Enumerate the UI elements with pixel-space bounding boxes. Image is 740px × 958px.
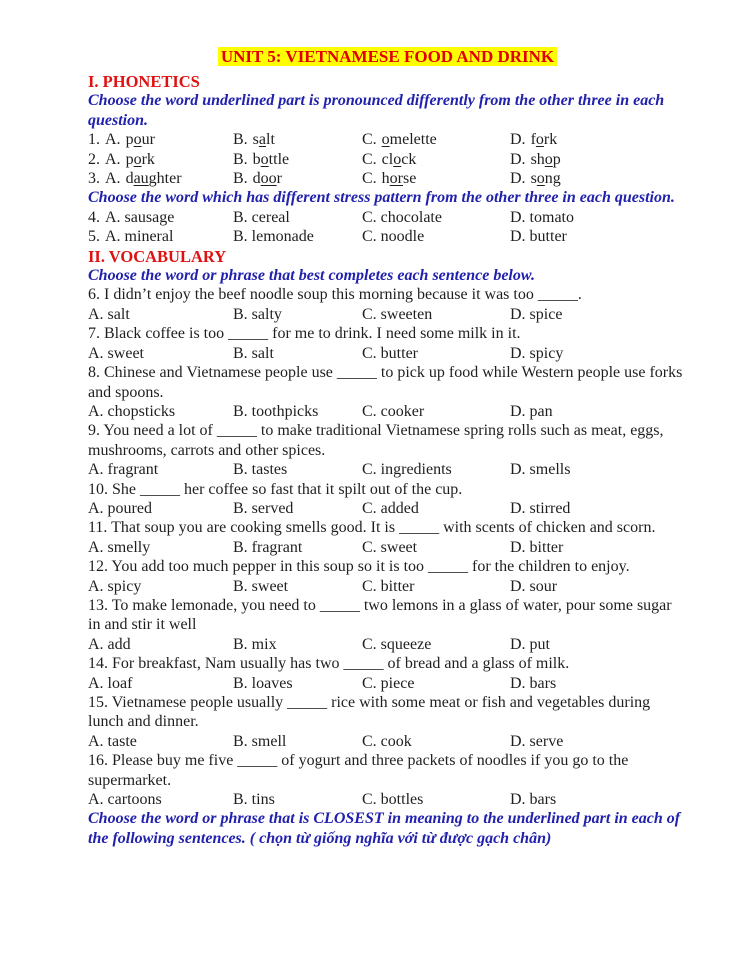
option-d <box>510 150 687 169</box>
option-b: B. toothpicks <box>233 402 319 420</box>
option-b <box>233 169 362 188</box>
option-a <box>88 130 233 149</box>
option-b <box>233 130 362 149</box>
word-part-underlined: a <box>258 131 267 149</box>
option-c: C. noodle <box>362 228 425 246</box>
option-b: B. tastes <box>233 461 288 479</box>
option-label: A. <box>105 131 121 149</box>
option-d: D. tomato <box>510 208 574 226</box>
word-part: ng <box>544 170 561 188</box>
option-d: D. serve <box>510 732 564 750</box>
word-part: p <box>125 131 134 149</box>
word-part-underlined: or <box>389 170 403 188</box>
question-row-4 <box>88 208 687 227</box>
option-b <box>233 150 362 169</box>
option-a: A. taste <box>88 732 137 750</box>
option-c: C. ingredients <box>362 461 452 479</box>
word-part: r <box>276 170 282 188</box>
question-stem-14: 14. For breakfast, Nam usually has two _____ of bread and a glass of milk. <box>88 655 570 673</box>
worksheet-content <box>88 44 687 848</box>
option-d: D. bitter <box>510 538 564 556</box>
option-d: D. butter <box>510 228 567 246</box>
question-options-7 <box>88 344 687 363</box>
option-a: A. poured <box>88 499 152 517</box>
option-a <box>88 169 233 188</box>
question-options-9 <box>88 460 687 479</box>
option-d: D. bars <box>510 674 557 692</box>
option-a: A. chopsticks <box>88 402 176 420</box>
question-row-1 <box>88 130 687 149</box>
word-part: lt <box>266 131 275 149</box>
option-d: D. sour <box>510 577 558 595</box>
option-c: C. squeeze <box>362 635 432 653</box>
word-part-underlined: au <box>133 170 149 188</box>
option-a <box>88 150 233 169</box>
option-label: B. <box>233 150 248 168</box>
option-d: D. spicy <box>510 344 564 362</box>
question-stem-11: 11. That soup you are cooking smells good. It is _____ with scents of chicken and scorn. <box>88 519 656 537</box>
word-part-underlined: oo <box>260 170 277 188</box>
option-text: A. sausage <box>105 208 175 226</box>
option-a: A. fragrant <box>88 461 159 479</box>
word-part: melette <box>389 131 437 149</box>
word-part: rk <box>141 150 155 168</box>
word-part-underlined: o <box>133 131 142 149</box>
option-a: A. smelly <box>88 538 151 556</box>
instruction-closest-meaning: Choose the word or phrase that is CLOSEST in meaning to the underlined part in each of the following sentences. ( chọn từ giống nghĩa với từ được gạch chân) <box>88 810 681 847</box>
option-d <box>510 169 687 188</box>
question-options-13 <box>88 635 687 654</box>
option-c: C. sweet <box>362 538 418 556</box>
option-d: D. pan <box>510 402 553 420</box>
option-b: B. sweet <box>233 577 289 595</box>
question-stem-13: 13. To make lemonade, you need to _____ two lemons in a glass of water, pour some sugar in and stir it well <box>88 596 672 634</box>
option-label: D. <box>510 150 526 168</box>
option-d: D. put <box>510 635 550 653</box>
option-label: A. <box>105 150 121 168</box>
word-part: p <box>125 150 134 168</box>
option-label: A. <box>105 170 121 188</box>
word-part: se <box>403 170 417 188</box>
question-options-16 <box>88 790 687 809</box>
word-part: b <box>252 150 261 168</box>
question-options-15 <box>88 732 687 751</box>
question-options-12 <box>88 577 687 596</box>
word-part-underlined: o <box>260 150 269 168</box>
word-part: d <box>252 170 261 188</box>
word-part: ttle <box>268 150 290 168</box>
word-part: ck <box>401 150 417 168</box>
word-part: h <box>381 170 390 188</box>
option-c <box>362 150 510 169</box>
word-part: ur <box>141 131 155 149</box>
option-a <box>88 208 233 227</box>
word-part: p <box>552 150 561 168</box>
option-label: C. <box>362 170 377 188</box>
word-part: rk <box>543 131 558 149</box>
section-heading-phonetics: I. PHONETICS <box>88 72 200 91</box>
option-b: B. lemonade <box>233 228 314 246</box>
question-number: 3. <box>88 170 100 188</box>
question-number: 4. <box>88 208 100 226</box>
option-c: C. chocolate <box>362 208 442 226</box>
option-b: B. tins <box>233 791 275 809</box>
instruction-phonetics: Choose the word underlined part is pronounced differently from the other three in each question. <box>88 92 665 129</box>
question-number: 1. <box>88 131 100 149</box>
question-options-6 <box>88 305 687 324</box>
option-label: C. <box>362 131 377 149</box>
question-options-11 <box>88 538 687 557</box>
option-c: C. piece <box>362 674 415 692</box>
instruction-stress: Choose the word which has different stress pattern from the other three in each question. <box>88 189 675 207</box>
option-c: C. sweeten <box>362 305 433 323</box>
option-b: B. cereal <box>233 208 290 226</box>
word-part: s <box>530 170 537 188</box>
question-options-14 <box>88 674 687 693</box>
option-d: D. smells <box>510 461 571 479</box>
option-c: C. cook <box>362 732 412 750</box>
question-stem-12: 12. You add too much pepper in this soup so it is too _____ for the children to enjoy. <box>88 558 630 576</box>
question-stem-16: 16. Please buy me five _____ of yogurt and three packets of noodles if you go to the supermarket. <box>88 752 629 789</box>
option-c: C. added <box>362 499 419 517</box>
question-row-2 <box>88 150 687 169</box>
option-b: B. salty <box>233 305 282 323</box>
word-part: cl <box>381 150 394 168</box>
instruction-vocabulary: Choose the word or phrase that best completes each sentence below. <box>88 267 535 285</box>
option-c: C. butter <box>362 344 418 362</box>
option-d: D. stirred <box>510 499 571 517</box>
option-b: B. loaves <box>233 674 293 692</box>
option-c <box>362 130 510 149</box>
option-a: A. cartoons <box>88 791 162 809</box>
option-a <box>88 227 233 246</box>
option-b: B. served <box>233 499 294 517</box>
question-stem-8: 8. Chinese and Vietnamese people use _____ to pick up food while Western people use forks and spoons. <box>88 364 683 401</box>
word-part-underlined: o <box>544 150 553 168</box>
option-d <box>510 130 687 149</box>
word-part-underlined: o <box>393 150 402 168</box>
question-stem-6: 6. I didn’t enjoy the beef noodle soup this morning because it was too _____. <box>88 286 582 304</box>
option-a: A. spicy <box>88 577 142 595</box>
word-part-underlined: o <box>536 170 545 188</box>
option-label: B. <box>233 131 248 149</box>
option-b: B. salt <box>233 344 274 362</box>
question-number: 5. <box>88 228 100 246</box>
question-stem-7: 7. Black coffee is too _____ for me to drink. I need some milk in it. <box>88 325 521 343</box>
question-options-8 <box>88 402 687 421</box>
option-c <box>362 169 510 188</box>
option-d: D. spice <box>510 305 563 323</box>
option-c: C. bottles <box>362 791 424 809</box>
option-a: A. loaf <box>88 674 133 692</box>
option-c: C. cooker <box>362 402 425 420</box>
option-label: D. <box>510 170 526 188</box>
title-row <box>88 44 687 71</box>
word-part-underlined: o <box>133 150 142 168</box>
option-label: D. <box>510 131 526 149</box>
section-heading-vocabulary: II. VOCABULARY <box>88 246 227 266</box>
word-part-underlined: o <box>381 131 390 149</box>
word-part: f <box>530 131 536 149</box>
question-stem-10: 10. She _____ her coffee so fast that it spilt out of the cup. <box>88 480 463 498</box>
word-part: s <box>252 131 259 149</box>
option-a: A. salt <box>88 305 130 323</box>
question-stem-9: 9. You need a lot of _____ to make traditional Vietnamese spring rolls such as meat, eggs, mushrooms, carrots and other spices. <box>88 422 664 459</box>
question-row-3 <box>88 169 687 188</box>
question-row-5 <box>88 227 687 246</box>
option-c: C. bitter <box>362 577 415 595</box>
page-title: UNIT 5: VIETNAMESE FOOD AND DRINK <box>218 47 557 66</box>
word-part: d <box>125 170 134 188</box>
option-label: B. <box>233 170 248 188</box>
question-stem-15: 15. Vietnamese people usually _____ rice with some meat or fish and vegetables during lunch and dinner. <box>88 694 651 731</box>
option-b: B. fragrant <box>233 538 303 556</box>
option-b: B. mix <box>233 635 277 653</box>
word-part: ghter <box>148 170 182 188</box>
option-b: B. smell <box>233 732 287 750</box>
word-part: sh <box>530 150 545 168</box>
option-a: A. add <box>88 635 131 653</box>
option-label: C. <box>362 150 377 168</box>
option-d: D. bars <box>510 791 557 809</box>
option-text: A. mineral <box>105 228 174 246</box>
question-options-10 <box>88 499 687 518</box>
word-part-underlined: o <box>535 131 544 149</box>
question-number: 2. <box>88 150 100 168</box>
option-a: A. sweet <box>88 344 144 362</box>
